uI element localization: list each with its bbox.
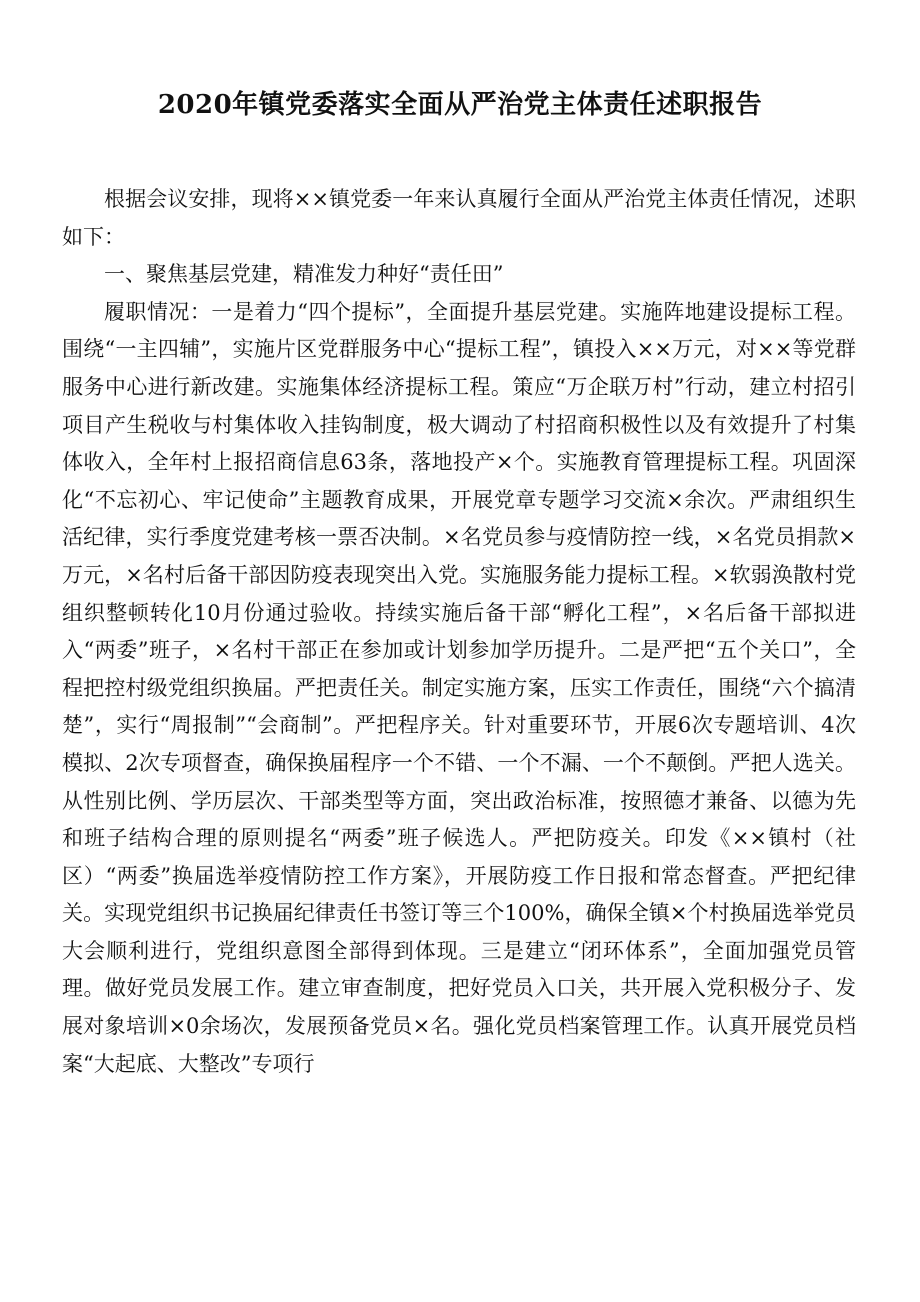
section-heading: 一、聚焦基层党建，精准发力种好“责任田” [104, 262, 504, 287]
intro-paragraph: 根据会议安排，现将××镇党委一年来认真履行全面从严治党主体责任情况，述职如下： [62, 187, 856, 249]
document-title: 2020年镇党委落实全面从严治党主体责任述职报告 [157, 90, 763, 120]
document-body [62, 181, 856, 1083]
body-paragraph: 履职情况：一是着力“四个提标”，全面提升基层党建。实施阵地建设提标工程。围绕“一主四辅”，实施片区党群服务中心“提标工程”，镇投入××万元，对××等党群服务中心进行新改建。实施集体经济提标工程。策应“万企联万村”行动，建立村招引项目产生税收与村集体收入挂钩制度，极大调动了村招商积极性以及有效提升了村集体收入，全年村上报招商信息63条，落地投产×个。实施教育管理提标工程。巩固深化“不忘初心、牢记使命”主题教育成果，开展党章专题学习交流×余次。严肃组织生活纪律，实行季度党建考核一票否决制。×名党员参与疫情防控一线，×名党员捐款×万元，×名村后备干部因防疫表现突出入党。实施服务能力提标工程。×软弱涣散村党组织整顿转化10月份通过验收。持续实施后备干部“孵化工程”，×名后备干部拟进入“两委”班子，×名村干部正在参加或计划参加学历提升。二是严把“五个关口”，全程把控村级党组织换届。严把责任关。制定实施方案，压实工作责任，围绕“六个搞清楚”，实行“周报制”“会商制”。严把程序关。针对重要环节，开展6次专题培训、4次模拟、2次专项督查，确保换届程序一个不错、一个不漏、一个不颠倒。严把人选关。从性别比例、学历层次、干部类型等方面，突出政治标准，按照德才兼备、以德为先和班子结构合理的原则提名“两委”班子候选人。严把防疫关。印发《××镇村（社区）“两委”换届选举疫情防控工作方案》，开展防疫工作日报和常态督查。严把纪律关。实现党组织书记换届纪律责任书签订等三个100%，确保全镇×个村换届选举党员大会顺利进行，党组织意图全部得到体现。三是建立“闭环体系”，全面加强党员管理。做好党员发展工作。建立审查制度，把好党员入口关，共开展入党积极分子、发展对象培训×0余场次，发展预备党员×名。强化党员档案管理工作。认真开展党员档案“大起底、大整改”专项行 [62, 299, 856, 1076]
